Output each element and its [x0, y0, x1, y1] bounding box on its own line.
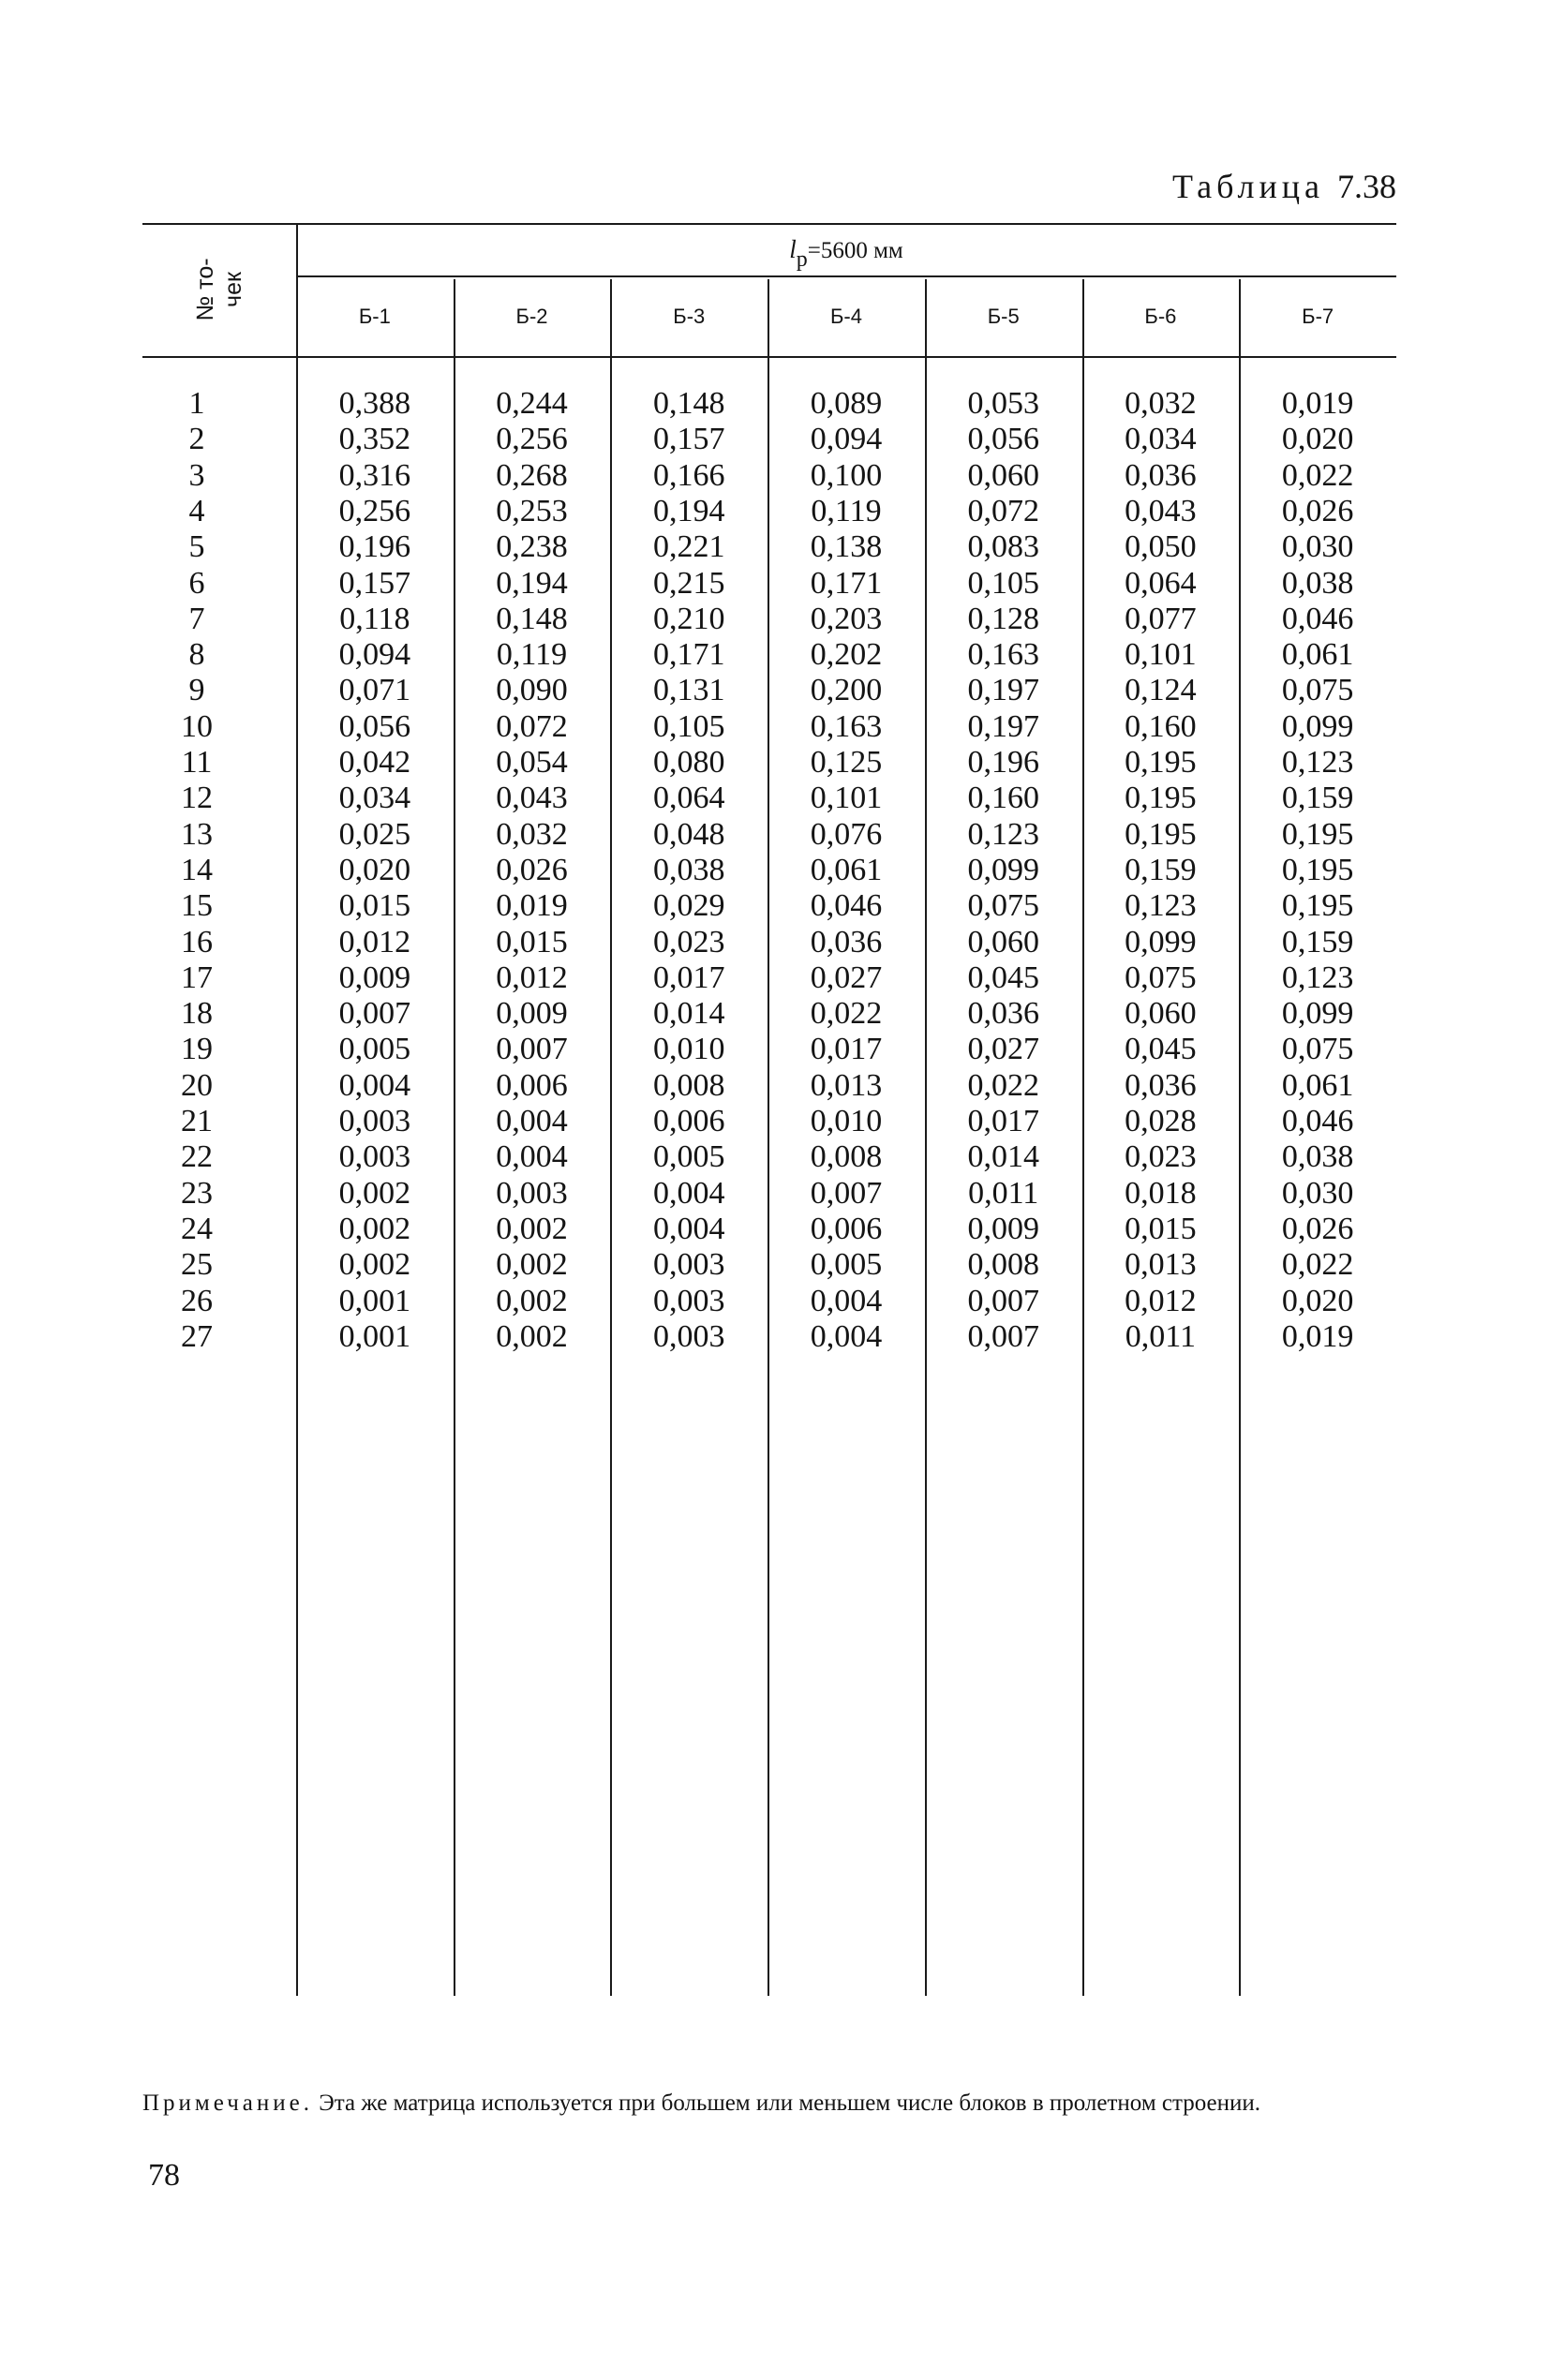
row-number: 9	[188, 673, 205, 708]
table-cell: 0,352	[338, 422, 411, 457]
table-cell: 0,075	[1281, 1032, 1354, 1067]
table-cell: 0,028	[1125, 1104, 1197, 1138]
table-cell: 0,166	[653, 457, 725, 493]
table-cell: 0,018	[1125, 1175, 1197, 1211]
table-cell: 0,022	[1281, 457, 1354, 493]
table-cell: 0,053	[967, 386, 1039, 421]
table-cell: 0,004	[810, 1283, 883, 1318]
table-cell: 0,200	[810, 673, 883, 708]
table-cell: 0,015	[1125, 1211, 1197, 1246]
span-symbol-subscript: р	[796, 247, 808, 272]
table-cell: 0,195	[1281, 816, 1354, 852]
table-cell: 0,157	[338, 565, 411, 601]
table-cell: 0,195	[1281, 852, 1354, 887]
table-cell: 0,030	[1281, 1175, 1354, 1211]
table-cell: 0,118	[339, 601, 410, 636]
table-cell: 0,099	[1125, 924, 1197, 959]
table-caption-number: 7.38	[1337, 168, 1396, 205]
table-cell: 0,045	[967, 959, 1039, 995]
table-cell: 0,203	[810, 601, 883, 636]
row-number: 24	[181, 1211, 213, 1246]
table-cell: 0,045	[1125, 1032, 1197, 1067]
table-cell: 0,099	[1281, 708, 1354, 744]
table-cell: 0,006	[496, 1067, 568, 1103]
span-value: =5600 мм	[807, 238, 903, 263]
table-cell: 0,017	[967, 1104, 1039, 1138]
table-cell: 0,004	[496, 1139, 568, 1175]
row-number: 19	[181, 1032, 213, 1067]
table-cell: 0,195	[1281, 888, 1354, 924]
row-number: 18	[181, 996, 213, 1032]
table-cell: 0,012	[1125, 1283, 1197, 1318]
table-cell: 0,019	[1281, 1318, 1354, 1354]
table-cell: 0,075	[1125, 959, 1197, 995]
table-cell: 0,089	[810, 386, 883, 421]
table-cell: 0,003	[338, 1104, 411, 1138]
table-cell: 0,032	[496, 816, 568, 852]
table-cell: 0,029	[653, 888, 725, 924]
table-cell: 0,043	[496, 781, 568, 816]
table-cell: 0,123	[967, 816, 1039, 852]
table-cell: 0,009	[967, 1211, 1039, 1246]
table-cell: 0,008	[810, 1139, 883, 1175]
table-cell: 0,194	[653, 493, 725, 528]
table-cell: 0,094	[810, 422, 883, 457]
table-cell: 0,034	[338, 781, 411, 816]
table-cell: 0,003	[653, 1318, 725, 1354]
table-cell: 0,197	[967, 673, 1039, 708]
table-cell: 0,019	[1281, 386, 1354, 421]
table-cell: 0,009	[338, 959, 411, 995]
table-cell: 0,056	[967, 422, 1039, 457]
table-cell: 0,160	[1125, 708, 1197, 744]
row-number: 13	[181, 816, 213, 852]
table-cell: 0,002	[496, 1211, 568, 1246]
column-header: Б-1	[358, 305, 391, 328]
table-cell: 0,025	[338, 816, 411, 852]
row-number: 14	[181, 852, 213, 887]
table-cell: 0,034	[1125, 422, 1197, 457]
table-cell: 0,002	[338, 1175, 411, 1211]
table-cell: 0,056	[338, 708, 411, 744]
table-cell: 0,013	[1125, 1247, 1197, 1283]
table-cell: 0,060	[1125, 996, 1197, 1032]
row-number: 12	[181, 781, 213, 816]
table-cell: 0,061	[1281, 1067, 1354, 1103]
table-cell: 0,011	[1125, 1318, 1197, 1354]
table-cell: 0,022	[1281, 1247, 1354, 1283]
table-cell: 0,042	[338, 745, 411, 780]
table-cell: 0,006	[653, 1104, 725, 1138]
column-header: Б-4	[829, 305, 862, 328]
table-cell: 0,194	[496, 565, 568, 601]
table-cell: 0,003	[653, 1283, 725, 1318]
table-cell: 0,197	[967, 708, 1039, 744]
table-cell: 0,026	[496, 852, 568, 887]
table-cell: 0,017	[653, 959, 725, 995]
table-cell: 0,004	[810, 1318, 883, 1354]
table-cell: 0,256	[496, 422, 568, 457]
table-cell: 0,013	[810, 1067, 883, 1103]
table-cell: 0,022	[810, 996, 883, 1032]
table-cell: 0,019	[496, 888, 568, 924]
column-header: Б-7	[1302, 305, 1334, 328]
table-cell: 0,196	[338, 529, 411, 565]
table-note	[142, 2090, 1398, 2118]
table-cell: 0,159	[1281, 781, 1354, 816]
table-cell: 0,105	[967, 565, 1039, 601]
row-number: 8	[188, 637, 205, 673]
column-header: Б-5	[987, 305, 1020, 328]
table-cell: 0,195	[1125, 745, 1197, 780]
table-caption-word: Таблица	[1172, 168, 1324, 205]
table-cell: 0,123	[1125, 888, 1197, 924]
table-cell: 0,046	[1281, 1104, 1354, 1138]
table-cell: 0,159	[1125, 852, 1197, 887]
row-number: 4	[188, 493, 205, 528]
table-cell: 0,005	[653, 1139, 725, 1175]
row-number: 27	[181, 1318, 213, 1354]
table-cell: 0,221	[653, 529, 725, 565]
row-number: 2	[188, 422, 205, 457]
table-cell: 0,015	[338, 888, 411, 924]
table-cell: 0,003	[496, 1175, 568, 1211]
note-label: Примечание.	[142, 2090, 314, 2116]
row-number: 17	[181, 959, 213, 995]
table-cell: 0,119	[811, 493, 882, 528]
table-cell: 0,002	[496, 1283, 568, 1318]
table-cell: 0,159	[1281, 924, 1354, 959]
table-cell: 0,244	[496, 386, 568, 421]
table-cell: 0,080	[653, 745, 725, 780]
span-header-rule	[296, 275, 1396, 277]
data-table	[142, 223, 1396, 1996]
table-cell: 0,064	[653, 781, 725, 816]
table-cell: 0,196	[967, 745, 1039, 780]
table-cell: 0,316	[338, 457, 411, 493]
row-number: 3	[188, 457, 205, 493]
table-cell: 0,099	[967, 852, 1039, 887]
table-cell: 0,157	[653, 422, 725, 457]
row-number: 25	[181, 1247, 213, 1283]
table-cell: 0,210	[653, 601, 725, 636]
table-cell: 0,138	[810, 529, 883, 565]
table-cell: 0,148	[653, 386, 725, 421]
table-cell: 0,123	[1281, 959, 1354, 995]
table-cell: 0,131	[653, 673, 725, 708]
table-cell: 0,038	[1281, 565, 1354, 601]
table-cell: 0,009	[496, 996, 568, 1032]
table-cell: 0,195	[1125, 781, 1197, 816]
row-number: 15	[181, 888, 213, 924]
table-cell: 0,010	[653, 1032, 725, 1067]
row-number: 20	[181, 1067, 213, 1103]
table-cell: 0,072	[496, 708, 568, 744]
table-cell: 0,004	[653, 1175, 725, 1211]
table-cell: 0,012	[496, 959, 568, 995]
table-cell: 0,007	[967, 1318, 1039, 1354]
table-cell: 0,020	[1281, 1283, 1354, 1318]
table-cell: 0,099	[1281, 996, 1354, 1032]
table-cell: 0,094	[338, 637, 411, 673]
table-cell: 0,007	[967, 1283, 1039, 1318]
table-cell: 0,017	[810, 1032, 883, 1067]
table-cell: 0,054	[496, 745, 568, 780]
row-number: 1	[188, 386, 205, 421]
table-cell: 0,020	[1281, 422, 1354, 457]
table-cell: 0,061	[1281, 637, 1354, 673]
table-cell: 0,060	[967, 457, 1039, 493]
table-cell: 0,012	[338, 924, 411, 959]
table-cell: 0,020	[338, 852, 411, 887]
table-cell: 0,148	[496, 601, 568, 636]
table-cell: 0,014	[967, 1139, 1039, 1175]
table-cell: 0,076	[810, 816, 883, 852]
table-cell: 0,015	[496, 924, 568, 959]
table-cell: 0,046	[1281, 601, 1354, 636]
table-cell: 0,043	[1125, 493, 1197, 528]
table-cell: 0,002	[496, 1318, 568, 1354]
table-cell: 0,036	[810, 924, 883, 959]
table-cell: 0,195	[1125, 816, 1197, 852]
table-cell: 0,002	[338, 1211, 411, 1246]
table-cell: 0,171	[653, 637, 725, 673]
table-cell: 0,083	[967, 529, 1039, 565]
table-cell: 0,256	[338, 493, 411, 528]
table-cell: 0,004	[338, 1067, 411, 1103]
table-cell: 0,038	[653, 852, 725, 887]
table-cell: 0,026	[1281, 1211, 1354, 1246]
table-cell: 0,046	[810, 888, 883, 924]
table-cell: 0,060	[967, 924, 1039, 959]
table-cell: 0,072	[967, 493, 1039, 528]
row-number: 11	[181, 745, 213, 780]
page-number: 78	[148, 2158, 180, 2193]
table-cell: 0,100	[810, 457, 883, 493]
row-number-header-label	[191, 258, 247, 320]
table-cell: 0,032	[1125, 386, 1197, 421]
column-header: Б-3	[673, 305, 706, 328]
column-header: Б-2	[515, 305, 548, 328]
table-cell: 0,124	[1125, 673, 1197, 708]
note-text: Эта же матрица используется при большем или меньшем числе блоков в пролетном строении.	[319, 2090, 1261, 2116]
table-cell: 0,010	[810, 1104, 883, 1138]
span-symbol: l	[789, 235, 797, 263]
row-number: 16	[181, 924, 213, 959]
row-number: 5	[188, 529, 205, 565]
table-cell: 0,026	[1281, 493, 1354, 528]
table-cell: 0,101	[810, 781, 883, 816]
row-number-header	[142, 223, 296, 356]
table-cell: 0,006	[810, 1211, 883, 1246]
table-cell: 0,163	[810, 708, 883, 744]
table-cell: 0,171	[810, 565, 883, 601]
table-top-rule	[142, 223, 1396, 225]
table-cell: 0,061	[810, 852, 883, 887]
table-cell: 0,163	[967, 637, 1039, 673]
table-cell: 0,014	[653, 996, 725, 1032]
span-length-header	[296, 229, 1396, 270]
table-cell: 0,077	[1125, 601, 1197, 636]
table-cell: 0,004	[653, 1211, 725, 1246]
table-cell: 0,090	[496, 673, 568, 708]
table-cell: 0,001	[338, 1283, 411, 1318]
row-number: 10	[181, 708, 213, 744]
table-cell: 0,101	[1125, 637, 1197, 673]
row-number: 6	[188, 565, 205, 601]
table-cell: 0,119	[496, 637, 568, 673]
table-cell: 0,036	[967, 996, 1039, 1032]
table-cell: 0,036	[1125, 457, 1197, 493]
table-cell: 0,123	[1281, 745, 1354, 780]
table-cell: 0,105	[653, 708, 725, 744]
row-number: 21	[181, 1104, 213, 1138]
table-cell: 0,128	[967, 601, 1039, 636]
table-cell: 0,002	[338, 1247, 411, 1283]
row-number: 22	[181, 1139, 213, 1175]
row-number: 23	[181, 1175, 213, 1211]
table-cell: 0,027	[967, 1032, 1039, 1067]
table-cell: 0,005	[338, 1032, 411, 1067]
table-cell: 0,007	[496, 1032, 568, 1067]
table-cell: 0,050	[1125, 529, 1197, 565]
table-cell: 0,002	[496, 1247, 568, 1283]
row-number-header-line: чек	[220, 272, 246, 307]
table-cell: 0,023	[1125, 1139, 1197, 1175]
table-cell: 0,160	[967, 781, 1039, 816]
row-number-header-line: № то-	[192, 258, 218, 321]
table-cell: 0,071	[338, 673, 411, 708]
table-cell: 0,005	[810, 1247, 883, 1283]
table-cell: 0,023	[653, 924, 725, 959]
table-cell: 0,238	[496, 529, 568, 565]
table-cell: 0,388	[338, 386, 411, 421]
table-cell: 0,007	[338, 996, 411, 1032]
table-cell: 0,215	[653, 565, 725, 601]
table-cell: 0,048	[653, 816, 725, 852]
table-cell: 0,030	[1281, 529, 1354, 565]
table-cell: 0,008	[653, 1067, 725, 1103]
table-cell: 0,011	[968, 1175, 1039, 1211]
row-number: 7	[188, 601, 205, 636]
table-cell: 0,202	[810, 637, 883, 673]
row-number: 26	[181, 1283, 213, 1318]
table-cell: 0,027	[810, 959, 883, 995]
column-header: Б-6	[1144, 305, 1177, 328]
table-cell: 0,075	[1281, 673, 1354, 708]
table-cell: 0,268	[496, 457, 568, 493]
table-cell: 0,001	[338, 1318, 411, 1354]
table-cell: 0,253	[496, 493, 568, 528]
table-cell: 0,064	[1125, 565, 1197, 601]
table-caption	[1031, 167, 1396, 206]
table-cell: 0,022	[967, 1067, 1039, 1103]
table-cell: 0,007	[810, 1175, 883, 1211]
table-cell: 0,125	[810, 745, 883, 780]
table-cell: 0,003	[338, 1139, 411, 1175]
table-cell: 0,075	[967, 888, 1039, 924]
table-cell: 0,008	[967, 1247, 1039, 1283]
table-cell: 0,004	[496, 1104, 568, 1138]
table-cell: 0,036	[1125, 1067, 1197, 1103]
table-cell: 0,038	[1281, 1139, 1354, 1175]
table-cell: 0,003	[653, 1247, 725, 1283]
